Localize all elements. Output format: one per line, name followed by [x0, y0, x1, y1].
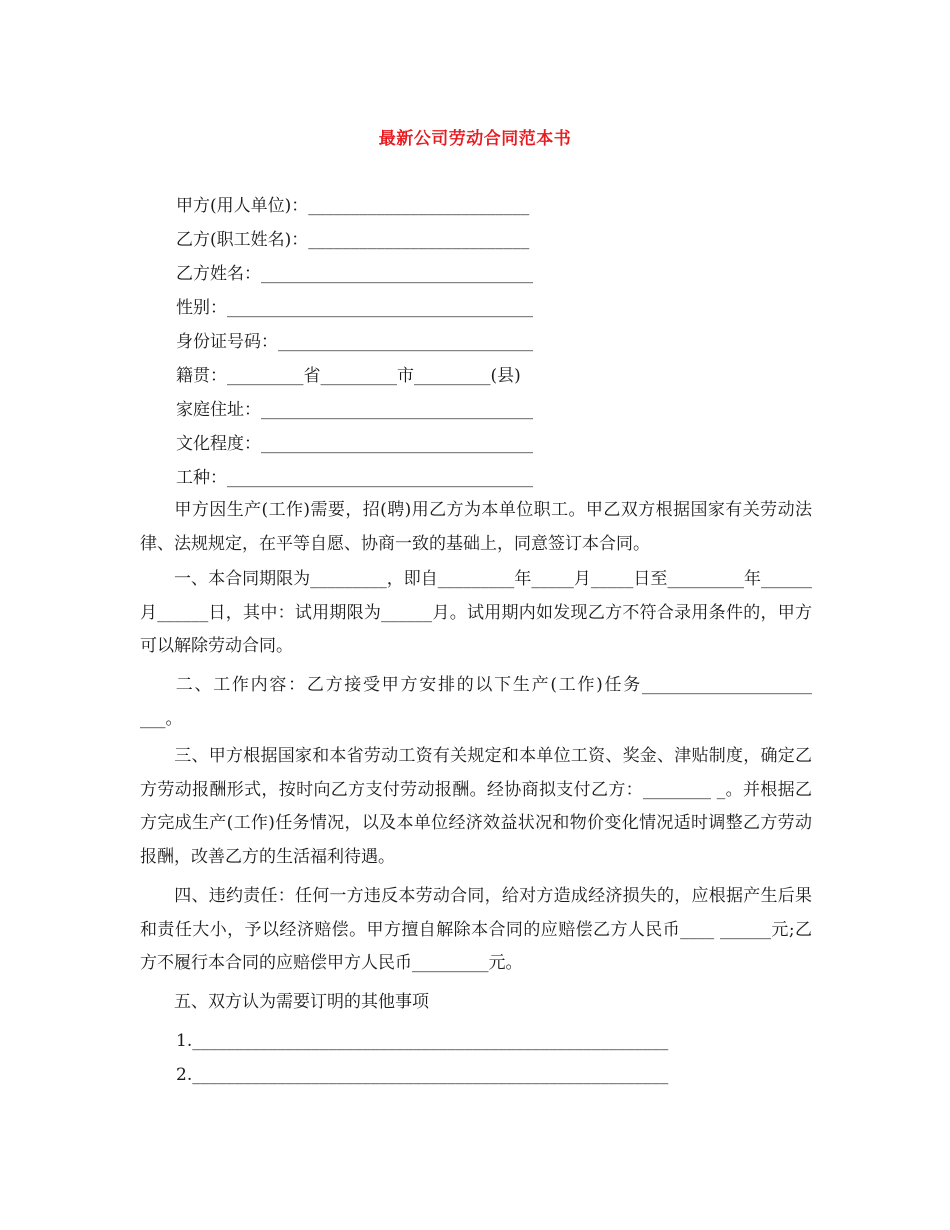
field-gender: 性别：____________________________________: [176, 298, 533, 318]
field-job-type: 工种：____________________________________: [176, 468, 533, 488]
paragraph-term-text: 一、本合同期限为_________，即自_________年_____月_____日至_________年______月______日，其中：试用期限为______月。试用期内如发现乙方不符合录用条件的，甲方可以解除劳动合同。: [140, 569, 812, 656]
paragraph-remuneration-text: 三、甲方根据国家和本省劳动工资有关规定和本单位工资、奖金、津贴制度，确定乙方劳动报酬形式，按时向乙方支付劳动报酬。经协商拟支付乙方：________ _。并根据乙方完成生产(工作)任务情况，以及本单位经济效益状况和物价变化情况适时调整乙方劳动报酬，改善乙方的生活福利待遇。: [140, 746, 812, 867]
paragraph-other-matters-text: 五、双方认为需要订明的其他事项: [174, 992, 429, 1012]
paragraph-remuneration: [140, 740, 812, 874]
field-party-b: 乙方(职工姓名)：__________________________: [176, 230, 530, 250]
paragraph-work-content: [140, 669, 812, 736]
field-address: 家庭住址：________________________________: [176, 400, 533, 420]
paragraph-intro-text: 甲方因生产(工作)需要，招(聘)用乙方为本单位职工。甲乙双方根据国家有关劳动法律、法规规定，在平等自愿、协商一致的基础上，同意签订本合同。: [140, 500, 812, 554]
field-id-number: 身份证号码：______________________________: [176, 332, 533, 352]
paragraph-other-matters: [140, 986, 812, 1020]
list-item: 2.________________________________________________________: [176, 1065, 669, 1085]
paragraph-intro: [140, 494, 812, 561]
list-item: 1.________________________________________________________: [176, 1031, 669, 1051]
field-education: 文化程度：________________________________: [176, 434, 533, 454]
paragraph-liability-text: 四、违约责任：任何一方违反本劳动合同，给对方造成经济损失的，应根据产生后果和责任大小，予以经济赔偿。甲方擅自解除本合同的应赔偿乙方人民币____ ______元;乙方不履行本合同的应赔偿甲方人民币_________元。: [140, 886, 812, 973]
paragraph-work-content-text: 二、工作内容：乙方接受甲方安排的以下生产(工作)任务____________________ ___。: [140, 675, 812, 729]
field-native-place: 籍贯：_________省_________市_________(县): [176, 366, 521, 386]
field-party-a: 甲方(用人单位)：__________________________: [176, 196, 530, 216]
document-title: 最新公司劳动合同范本书: [378, 129, 572, 149]
field-name: 乙方姓名：________________________________: [176, 264, 533, 284]
paragraph-term: [140, 563, 812, 664]
paragraph-liability: [140, 880, 812, 981]
